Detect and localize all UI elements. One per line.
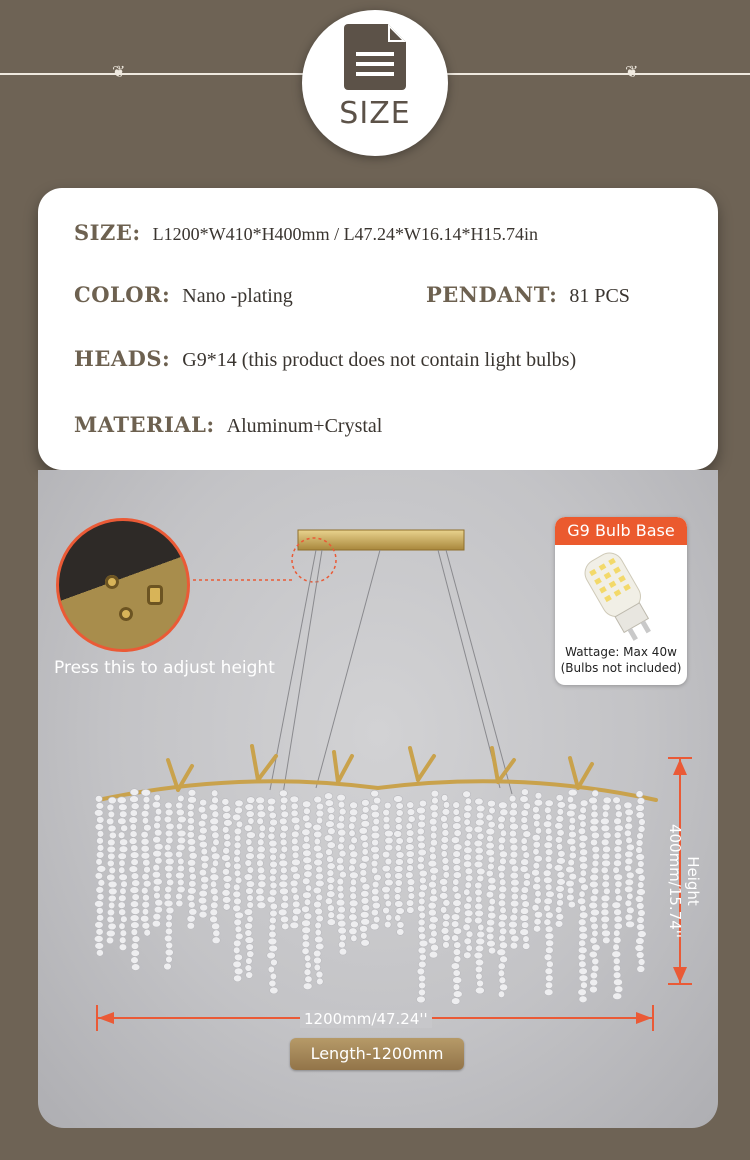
spec-material-value: Aluminum+Crystal [226, 415, 383, 437]
flourish-right-icon: ❦ [625, 62, 639, 81]
spec-size-value: L1200*W410*H400mm / L47.24*W16.14*H15.74in [152, 224, 539, 244]
spec-color-key: COLOR: [74, 282, 171, 307]
spec-heads-value: G9*14 (this product does not contain light bulbs) [182, 349, 577, 371]
spec-pendant-key: PENDANT: [426, 282, 558, 307]
height-adjust-detail [56, 518, 190, 652]
spec-color-row [74, 282, 293, 308]
height-dimension-title: Height [684, 856, 702, 906]
badge-label: SIZE [339, 96, 411, 131]
spec-pendant-row [426, 282, 630, 308]
g9-bulb-icon [555, 547, 687, 643]
width-dimension-label: 1200mm/47.24'' [300, 1010, 432, 1028]
adjust-screw [147, 585, 163, 605]
bulb-title: G9 Bulb Base [555, 517, 687, 545]
flourish-left-icon: ❦ [112, 62, 126, 81]
spec-color-value: Nano -plating [182, 285, 293, 307]
divider-right [440, 73, 750, 75]
height-dimension-label [666, 786, 702, 976]
press-label: Press this to adjust height [54, 658, 275, 678]
spec-material-key: MATERIAL: [74, 412, 215, 437]
length-pill: Length-1200mm [290, 1038, 464, 1070]
adjust-knob-lower [119, 607, 133, 621]
spec-heads-key: HEADS: [74, 346, 171, 371]
document-icon [344, 24, 406, 90]
bulb-note: (Bulbs not included) [560, 661, 682, 675]
adjust-knob [105, 575, 119, 589]
divider-left [0, 73, 310, 75]
spec-material-row [74, 412, 382, 438]
spec-pendant-value: 81 PCS [569, 285, 630, 307]
spec-heads-row [74, 346, 576, 372]
spec-size-row [74, 220, 538, 245]
spec-size-key: SIZE: [74, 220, 141, 245]
size-badge [302, 10, 448, 156]
spec-card [38, 188, 718, 470]
bulb-info-card [555, 517, 687, 685]
height-dimension-value: 400mm/15.74'' [666, 823, 684, 939]
bulb-wattage: Wattage: Max 40w [565, 645, 677, 659]
